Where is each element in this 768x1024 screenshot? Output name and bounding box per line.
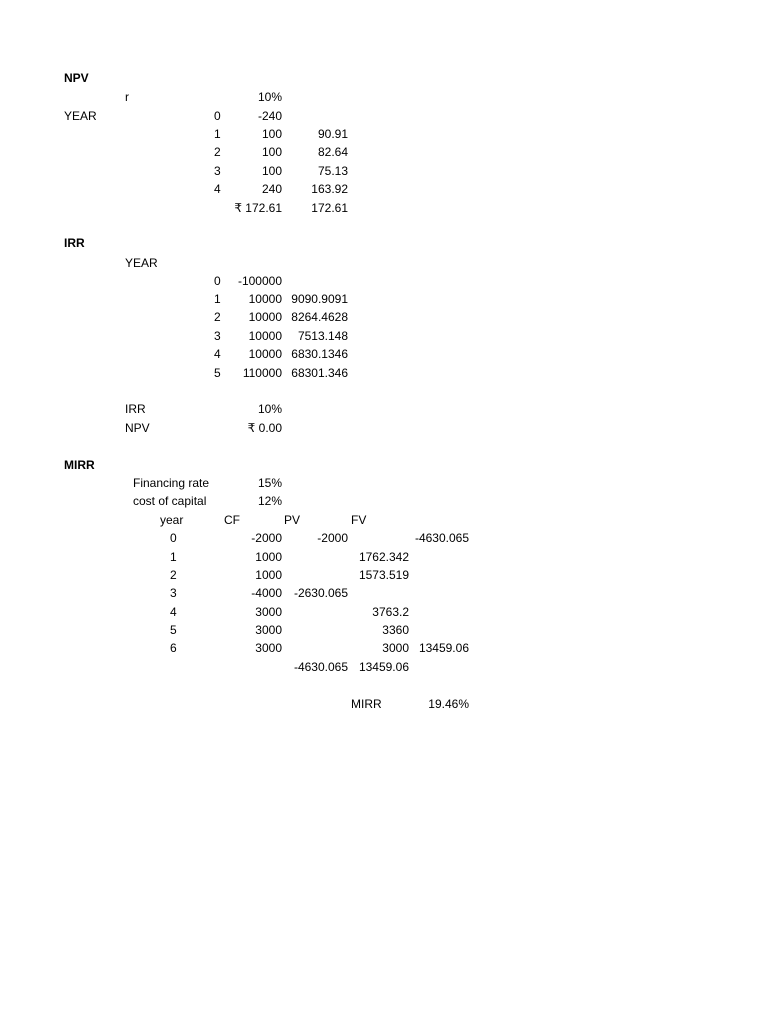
npv-title: NPV bbox=[64, 71, 89, 85]
irr-row-year: 4 bbox=[214, 347, 221, 361]
npv-row-cf: 100 bbox=[261, 164, 282, 178]
irr-row-cf: 110000 bbox=[242, 366, 282, 380]
npv-row-year: 2 bbox=[214, 145, 221, 159]
irr-row-year: 2 bbox=[214, 310, 221, 324]
npv-row-pv: 75.13 bbox=[317, 164, 348, 178]
mirr-row-cf: 3000 bbox=[255, 641, 282, 655]
mirr-row-year: 2 bbox=[170, 568, 177, 582]
irr-row-cf: -100000 bbox=[237, 274, 282, 288]
irr-row-year: 3 bbox=[214, 329, 221, 343]
npv-total-pv: 172.61 bbox=[311, 201, 348, 215]
npv-row-year: 4 bbox=[214, 182, 221, 196]
npv-row-year: 0 bbox=[214, 109, 221, 123]
npv-row-year: 1 bbox=[214, 127, 221, 141]
mirr-row-pv: -2000 bbox=[317, 531, 348, 545]
mirr-row-year: 0 bbox=[170, 531, 177, 545]
mirr-financing-value: 15% bbox=[257, 476, 282, 490]
irr-npv-value: ₹ 0.00 bbox=[247, 421, 282, 435]
mirr-col-cf: CF bbox=[224, 513, 240, 527]
mirr-row-cf: 3000 bbox=[255, 623, 282, 637]
mirr-row-pv: -2630.065 bbox=[293, 586, 348, 600]
mirr-row-cf: 1000 bbox=[255, 568, 282, 582]
irr-row-pv: 7513.148 bbox=[297, 329, 348, 343]
npv-row-year: 3 bbox=[214, 164, 221, 178]
mirr-row-fv: 1762.342 bbox=[358, 550, 409, 564]
irr-result-label: IRR bbox=[125, 402, 146, 416]
mirr-col-fv: FV bbox=[351, 513, 367, 527]
mirr-col-year: year bbox=[160, 513, 184, 527]
irr-row-year: 0 bbox=[214, 274, 221, 288]
irr-row-cf: 10000 bbox=[248, 329, 282, 343]
npv-year-label: YEAR bbox=[64, 109, 97, 123]
mirr-title: MIRR bbox=[64, 458, 95, 472]
irr-row-pv: 8264.4628 bbox=[291, 310, 348, 324]
mirr-total-fv: 13459.06 bbox=[358, 660, 409, 674]
npv-r-value: 10% bbox=[257, 90, 282, 104]
mirr-row-cf: -4000 bbox=[251, 586, 282, 600]
mirr-row-year: 4 bbox=[170, 605, 177, 619]
irr-row-pv: 9090.9091 bbox=[291, 292, 348, 306]
npv-row-cf: -240 bbox=[257, 109, 282, 123]
mirr-coc-value: 12% bbox=[257, 494, 282, 508]
mirr-result-label: MIRR bbox=[351, 697, 382, 711]
mirr-total-pv: -4630.065 bbox=[293, 660, 348, 674]
npv-row-cf: 240 bbox=[261, 182, 282, 196]
npv-row-pv: 82.64 bbox=[317, 145, 348, 159]
mirr-col-pv: PV bbox=[284, 513, 301, 527]
mirr-row-extra: -4630.065 bbox=[414, 531, 469, 545]
mirr-row-year: 3 bbox=[170, 586, 177, 600]
mirr-row-cf: 1000 bbox=[255, 550, 282, 564]
npv-total-cf: ₹ 172.61 bbox=[234, 201, 282, 215]
irr-title: IRR bbox=[64, 236, 85, 250]
mirr-row-year: 6 bbox=[170, 641, 177, 655]
mirr-row-fv: 3000 bbox=[382, 641, 409, 655]
mirr-result-value: 19.46% bbox=[428, 697, 469, 711]
mirr-row-year: 1 bbox=[170, 550, 177, 564]
irr-year-label: YEAR bbox=[125, 256, 158, 270]
irr-npv-label: NPV bbox=[125, 421, 150, 435]
mirr-coc-label: cost of capital bbox=[133, 494, 207, 508]
mirr-row-fv: 3763.2 bbox=[372, 605, 409, 619]
irr-result-value: 10% bbox=[257, 402, 282, 416]
mirr-row-fv: 3360 bbox=[382, 623, 409, 637]
irr-row-year: 5 bbox=[214, 366, 221, 380]
irr-row-pv: 68301.346 bbox=[291, 366, 348, 380]
irr-row-cf: 10000 bbox=[248, 292, 282, 306]
mirr-row-cf: -2000 bbox=[251, 531, 282, 545]
npv-row-cf: 100 bbox=[261, 127, 282, 141]
npv-r-label: r bbox=[125, 90, 129, 104]
irr-row-pv: 6830.1346 bbox=[291, 347, 348, 361]
npv-row-pv: 163.92 bbox=[311, 182, 348, 196]
mirr-financing-label: Financing rate bbox=[133, 476, 210, 490]
irr-row-cf: 10000 bbox=[248, 310, 282, 324]
mirr-row-cf: 3000 bbox=[255, 605, 282, 619]
mirr-row-extra: 13459.06 bbox=[418, 641, 469, 655]
npv-row-pv: 90.91 bbox=[317, 127, 348, 141]
npv-row-cf: 100 bbox=[261, 145, 282, 159]
irr-row-year: 1 bbox=[214, 292, 221, 306]
mirr-row-fv: 1573.519 bbox=[358, 568, 409, 582]
irr-row-cf: 10000 bbox=[248, 347, 282, 361]
mirr-row-year: 5 bbox=[170, 623, 177, 637]
